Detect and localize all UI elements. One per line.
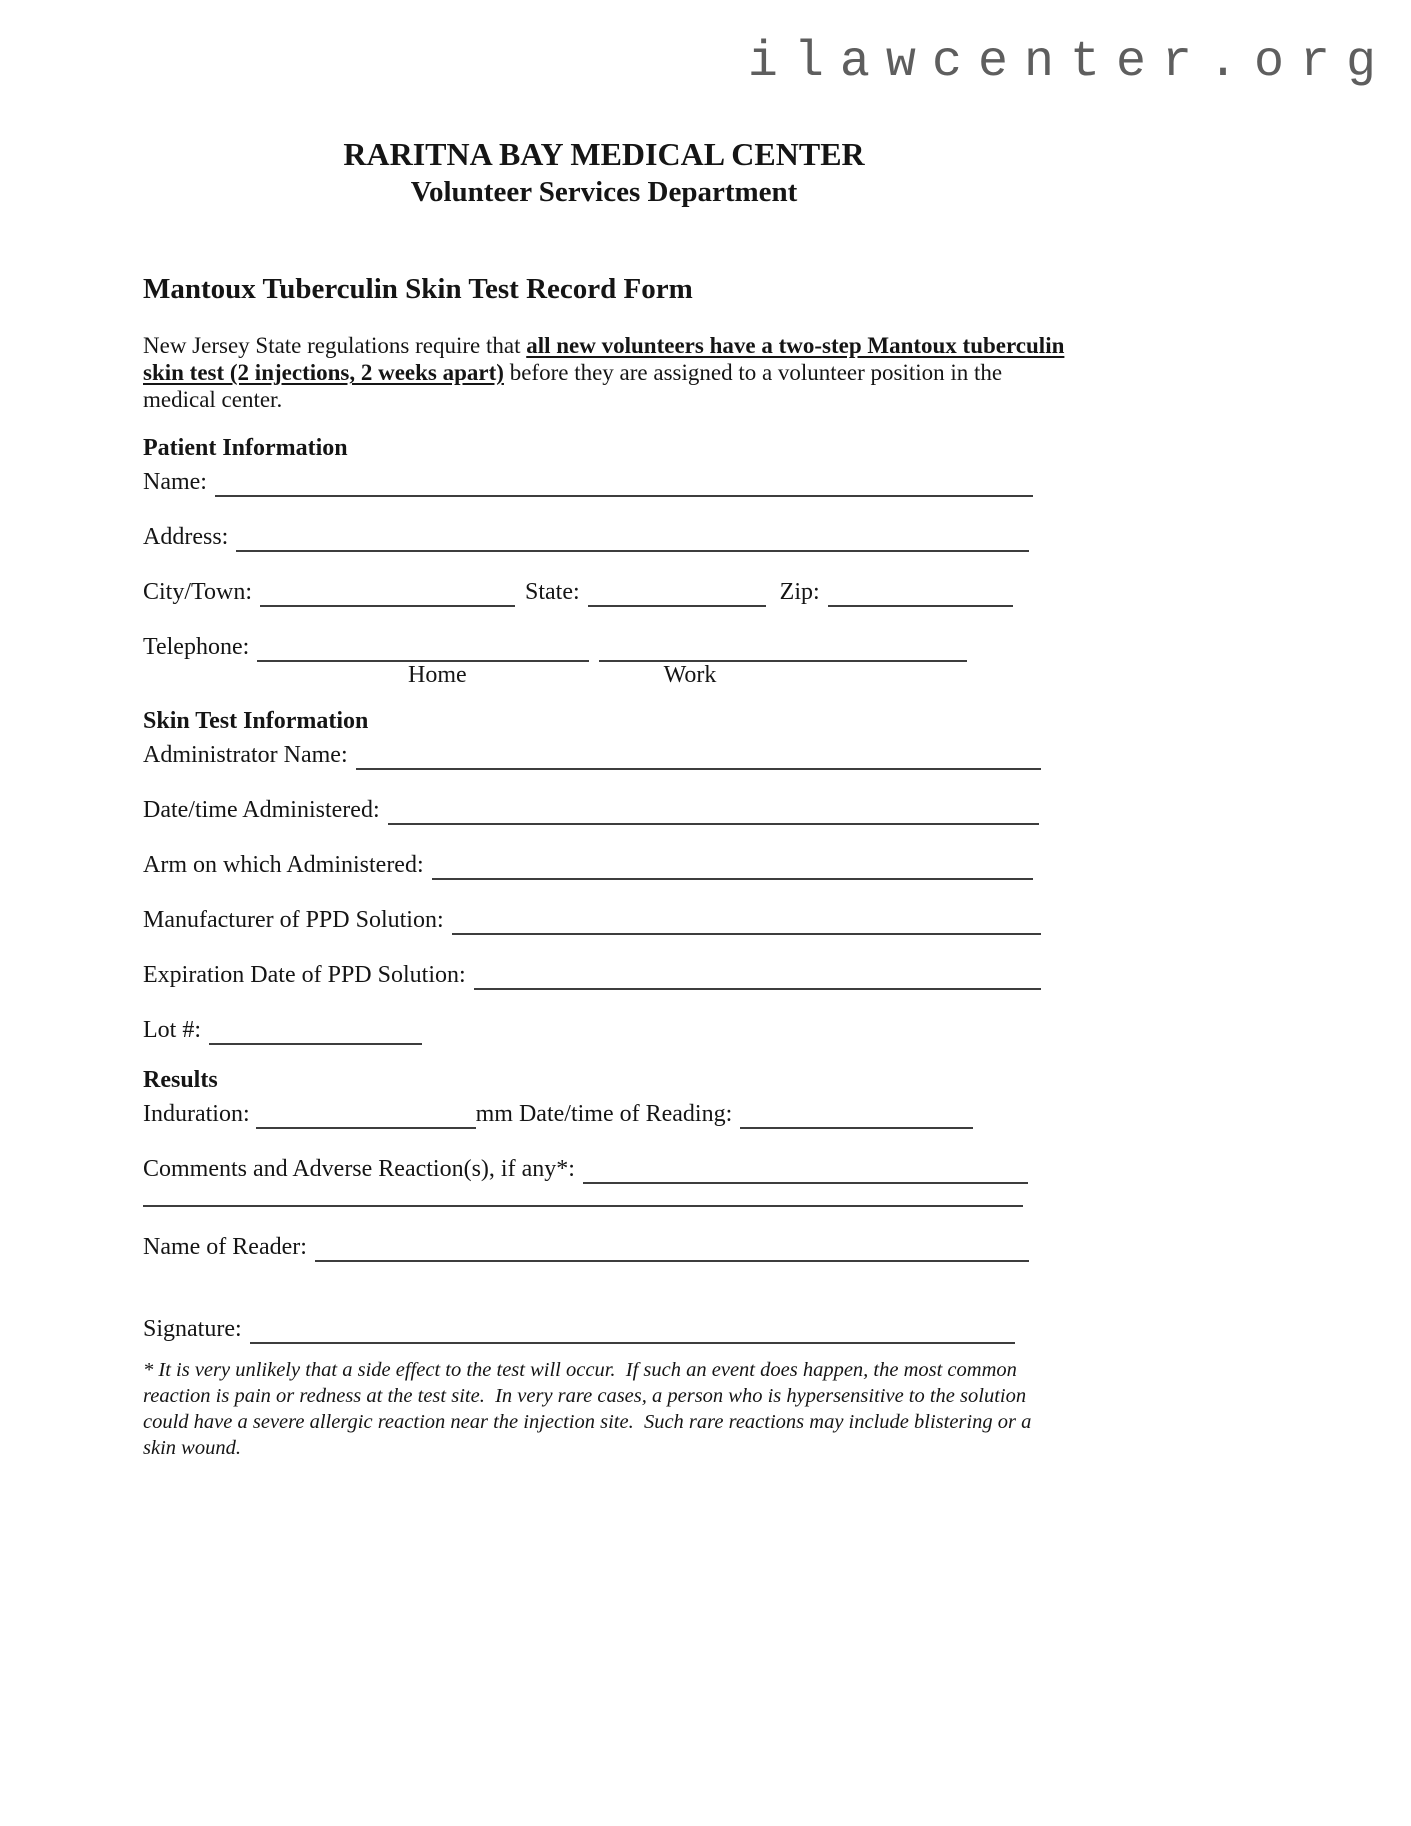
date-administered-field-line[interactable] — [388, 797, 1039, 825]
comments-field-line[interactable] — [583, 1156, 1028, 1184]
induration-row — [143, 1097, 1065, 1129]
arm-row — [143, 848, 1065, 880]
administrator-label: Administrator Name: — [143, 742, 348, 768]
watermark-text: ilawcenter.org — [747, 34, 1392, 91]
induration-field-line[interactable] — [256, 1101, 476, 1129]
manufacturer-field-line[interactable] — [452, 907, 1041, 935]
name-field-line[interactable] — [215, 469, 1033, 497]
intro-emphasis: all new volunteers have a two-step Mantoux tuberculin skin test (2 injections, 2 weeks apart) — [143, 333, 1065, 385]
manufacturer-label: Manufacturer of PPD Solution: — [143, 907, 444, 933]
intro-pre: New Jersey State regulations require that — [143, 333, 527, 358]
address-label: Address: — [143, 524, 229, 550]
induration-label: Induration: — [143, 1101, 250, 1127]
telephone-row — [143, 630, 1065, 662]
expiration-label: Expiration Date of PPD Solution: — [143, 962, 466, 988]
arm-field-line[interactable] — [432, 852, 1033, 880]
patient-information-heading: Patient Information — [143, 435, 348, 461]
work-label: Work — [663, 662, 717, 688]
home-label: Home — [408, 662, 467, 688]
reader-row — [143, 1230, 1065, 1262]
skin-test-information-heading: Skin Test Information — [143, 708, 369, 734]
administrator-field-line[interactable] — [356, 742, 1041, 770]
form-title: Mantoux Tuberculin Skin Test Record Form — [143, 273, 693, 305]
telephone-work-field-line[interactable] — [599, 634, 967, 662]
form-body — [143, 272, 1065, 1461]
intro-post: before they are assigned to a volunteer position in the medical center. — [143, 360, 1003, 412]
signature-field-line[interactable] — [250, 1316, 1015, 1344]
city-field-line[interactable] — [260, 579, 515, 607]
telephone-home-field-line[interactable] — [257, 634, 589, 662]
reading-field-line[interactable] — [740, 1101, 973, 1129]
zip-field-line[interactable] — [828, 579, 1013, 607]
reader-field-line[interactable] — [315, 1234, 1029, 1262]
comments-label: Comments and Adverse Reaction(s), if any*: — [143, 1156, 575, 1182]
signature-row — [143, 1312, 1065, 1344]
date-administered-row — [143, 793, 1065, 825]
telephone-label: Telephone: — [143, 634, 250, 660]
reader-label: Name of Reader: — [143, 1234, 307, 1260]
lot-row — [143, 1013, 1065, 1045]
intro-paragraph — [143, 332, 1065, 413]
reading-label: mm Date/time of Reading: — [475, 1101, 733, 1127]
expiration-row — [143, 958, 1065, 990]
results-heading: Results — [143, 1067, 218, 1093]
date-administered-label: Date/time Administered: — [143, 797, 380, 823]
expiration-field-line[interactable] — [474, 962, 1041, 990]
comments-row — [143, 1152, 1065, 1184]
telephone-sublabels — [143, 662, 1065, 690]
manufacturer-row — [143, 903, 1065, 935]
administrator-row — [143, 738, 1065, 770]
name-label: Name: — [143, 469, 207, 495]
lot-field-line[interactable] — [209, 1017, 422, 1045]
city-state-zip-row — [143, 575, 1065, 607]
arm-label: Arm on which Administered: — [143, 852, 424, 878]
lot-label: Lot #: — [143, 1017, 201, 1043]
address-row — [143, 520, 1065, 552]
address-field-line[interactable] — [236, 524, 1029, 552]
state-field-line[interactable] — [588, 579, 766, 607]
org-name: RARITNA BAY MEDICAL CENTER — [343, 136, 865, 172]
zip-label: Zip: — [779, 579, 820, 605]
letterhead — [143, 136, 1065, 209]
footnote-text: * It is very unlikely that a side effect to the test will occur. If such an event does happen, the most common reaction is pain or redness at the test site. In very rare cases, a person who is hypersensitive to the solution could have a severe allergic reaction near the injection site. Such rare reactions may include blistering or a skin wound. — [143, 1359, 1037, 1459]
state-label: State: — [525, 579, 580, 605]
department-name: Volunteer Services Department — [410, 176, 798, 208]
city-label: City/Town: — [143, 579, 252, 605]
signature-label: Signature: — [143, 1316, 242, 1342]
name-row — [143, 465, 1065, 497]
